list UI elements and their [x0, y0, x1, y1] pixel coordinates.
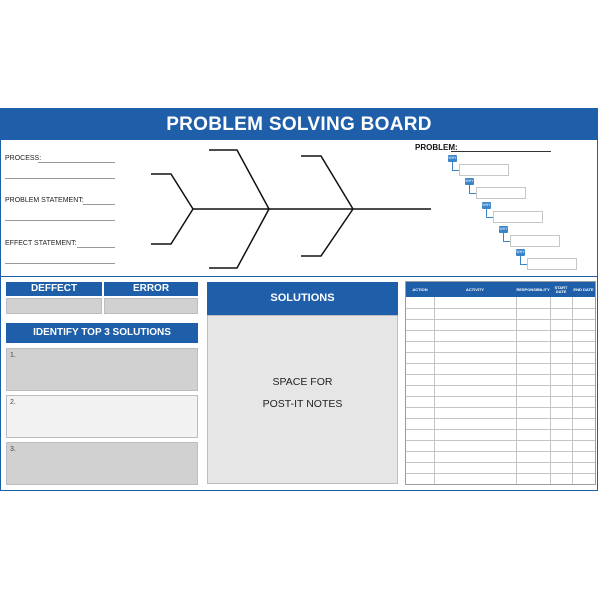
why-tag: WHY	[448, 156, 457, 160]
solution-box-1[interactable]	[6, 348, 198, 391]
fishbone-section	[1, 140, 597, 277]
fishbone-diagram	[141, 140, 441, 277]
why-box-4[interactable]	[510, 235, 560, 247]
defect-field[interactable]	[6, 298, 102, 314]
row-divider	[406, 385, 595, 386]
row-divider	[406, 462, 595, 463]
effect-statement-label: EFFECT STATEMENT:	[5, 240, 77, 247]
solution-number: 1.	[10, 352, 16, 359]
action-plan-table	[405, 281, 596, 485]
problem-label: PROBLEM:	[415, 143, 458, 152]
row-divider	[406, 418, 595, 419]
column-divider	[550, 297, 551, 484]
solution-box-3[interactable]	[6, 442, 198, 485]
row-divider	[406, 319, 595, 320]
column-divider	[434, 297, 435, 484]
solution-box-2[interactable]	[6, 395, 198, 438]
lower-section	[1, 277, 597, 491]
why-tag: WHY	[516, 250, 525, 254]
why-connector	[503, 233, 510, 242]
solution-number: 2.	[10, 399, 16, 406]
postit-text-line-2: POST-IT NOTES	[262, 398, 343, 410]
problem-statement-line-2	[5, 220, 115, 221]
column-header-action: ACTION	[412, 286, 428, 292]
fishbone-bone	[301, 156, 353, 209]
row-divider	[406, 330, 595, 331]
fishbone-bone	[151, 174, 193, 209]
why-tag: WHY	[499, 227, 508, 231]
column-header-end-date: END DATE	[573, 286, 594, 292]
problem-statement-line	[83, 204, 115, 205]
solutions-header: SOLUTIONS	[207, 282, 398, 315]
column-header-responsibility: RESPONSIBILITY	[516, 286, 550, 292]
row-divider	[406, 396, 595, 397]
column-header-activity: ACTIVITY	[465, 286, 485, 292]
why-box-5[interactable]	[527, 258, 577, 270]
row-divider	[406, 451, 595, 452]
why-box-1[interactable]	[459, 164, 509, 176]
why-connector	[486, 209, 493, 218]
row-divider	[406, 429, 595, 430]
row-divider	[406, 473, 595, 474]
fishbone-bone	[209, 209, 269, 268]
why-connector	[469, 185, 476, 194]
problem-line	[451, 151, 551, 152]
process-line	[38, 162, 115, 163]
postit-area[interactable]	[207, 315, 398, 484]
process-line-2	[5, 178, 115, 179]
why-box-3[interactable]	[493, 211, 543, 223]
row-divider	[406, 363, 595, 364]
error-field[interactable]	[104, 298, 198, 314]
process-label: PROCESS:	[5, 155, 42, 162]
problem-statement-label: PROBLEM STATEMENT:	[5, 197, 84, 204]
why-connector	[452, 162, 459, 171]
row-divider	[406, 374, 595, 375]
why-tag: WHY	[482, 203, 491, 207]
postit-text-line-1: SPACE FOR	[272, 376, 333, 388]
row-divider	[406, 352, 595, 353]
fishbone-bone	[209, 150, 269, 209]
column-header-start-date: START DATE	[554, 284, 568, 294]
fishbone-bone	[151, 209, 193, 244]
fishbone-bone	[301, 209, 353, 256]
row-divider	[406, 341, 595, 342]
row-divider	[406, 308, 595, 309]
solution-number: 3.	[10, 446, 16, 453]
why-connector	[520, 256, 527, 265]
defect-header: DEFFECT	[6, 282, 102, 296]
action-plan-header	[406, 282, 595, 297]
problem-solving-board	[0, 108, 598, 491]
why-box-2[interactable]	[476, 187, 526, 199]
effect-statement-line	[77, 247, 115, 248]
column-divider	[516, 297, 517, 484]
row-divider	[406, 440, 595, 441]
top-solutions-header: IDENTIFY TOP 3 SOLUTIONS	[6, 323, 198, 343]
row-divider	[406, 407, 595, 408]
error-header: ERROR	[104, 282, 198, 296]
why-tag: WHY	[465, 179, 474, 183]
effect-statement-line-2	[5, 263, 115, 264]
column-divider	[572, 297, 573, 484]
board-title: PROBLEM SOLVING BOARD	[1, 109, 597, 140]
